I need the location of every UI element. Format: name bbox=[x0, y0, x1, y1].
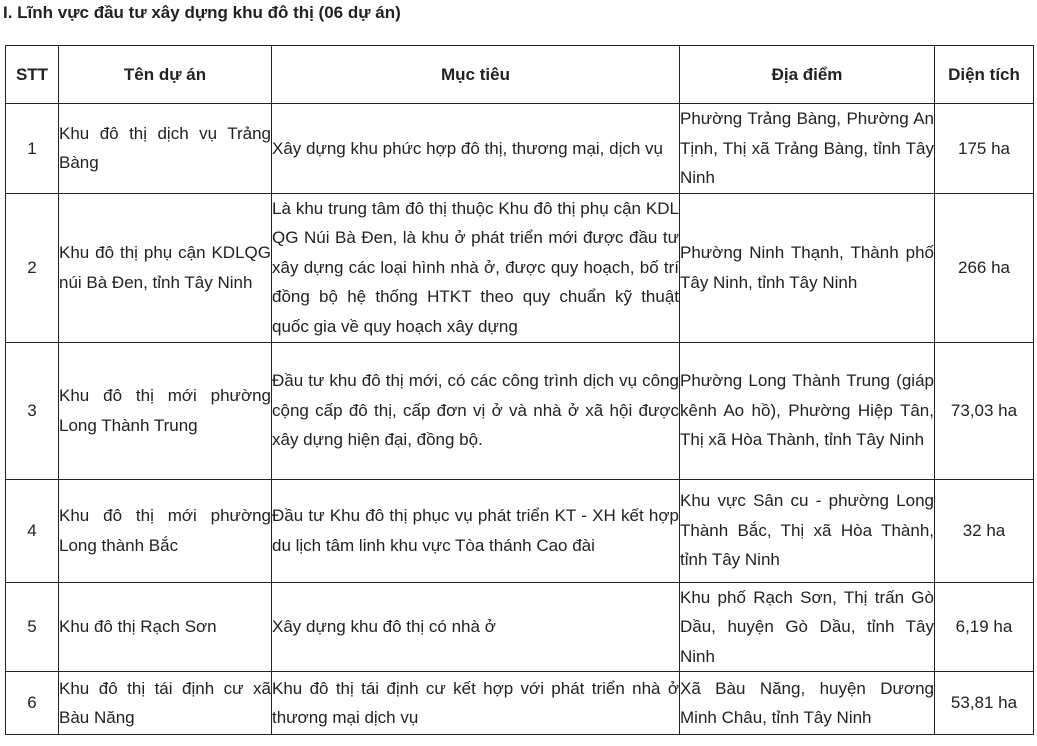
cell-goal: Xây dựng khu phức hợp đô thị, thương mại, dịch vụ bbox=[272, 104, 680, 194]
cell-area: 53,81 ha bbox=[935, 672, 1034, 735]
table-row bbox=[6, 342, 1034, 479]
cell-goal: Đầu tư khu đô thị mới, có các công trình dịch vụ công cộng cấp đô thị, cấp đơn vị ở và nhà ở xã hội được xây dựng hiện đại, đồng bộ. bbox=[272, 342, 680, 479]
cell-location: Phường Ninh Thạnh, Thành phố Tây Ninh, tỉnh Tây Ninh bbox=[680, 193, 935, 342]
cell-name: Khu đô thị mới phường Long thành Bắc bbox=[59, 479, 272, 582]
cell-name: Khu đô thị phụ cận KDLQG núi Bà Đen, tỉnh Tây Ninh bbox=[59, 193, 272, 342]
header-goal: Mục tiêu bbox=[272, 46, 680, 104]
cell-area: 6,19 ha bbox=[935, 582, 1034, 672]
cell-stt: 5 bbox=[6, 582, 59, 672]
cell-goal: Xây dựng khu đô thị có nhà ở bbox=[272, 582, 680, 672]
table-row bbox=[6, 672, 1034, 735]
cell-name: Khu đô thị dịch vụ Trảng Bàng bbox=[59, 104, 272, 194]
cell-stt: 3 bbox=[6, 342, 59, 479]
cell-stt: 4 bbox=[6, 479, 59, 582]
cell-goal: Khu đô thị tái định cư kết hợp với phát triển nhà ở thương mại dịch vụ bbox=[272, 672, 680, 735]
cell-location: Khu vực Sân cu - phường Long Thành Bắc, Thị xã Hòa Thành, tỉnh Tây Ninh bbox=[680, 479, 935, 582]
table-header-row bbox=[6, 46, 1034, 104]
cell-location: Khu phố Rạch Sơn, Thị trấn Gò Dầu, huyện Gò Dầu, tỉnh Tây Ninh bbox=[680, 582, 935, 672]
table-row bbox=[6, 582, 1034, 672]
cell-stt: 6 bbox=[6, 672, 59, 735]
table-row bbox=[6, 479, 1034, 582]
cell-location: Xã Bàu Năng, huyện Dương Minh Châu, tỉnh Tây Ninh bbox=[680, 672, 935, 735]
cell-name: Khu đô thị Rạch Sơn bbox=[59, 582, 272, 672]
cell-location: Phường Long Thành Trung (giáp kênh Ao hồ), Phường Hiệp Tân, Thị xã Hòa Thành, tỉnh Tây Ninh bbox=[680, 342, 935, 479]
header-location: Địa điểm bbox=[680, 46, 935, 104]
cell-goal: Đầu tư Khu đô thị phục vụ phát triển KT - XH kết hợp du lịch tâm linh khu vực Tòa thánh Cao đài bbox=[272, 479, 680, 582]
cell-name: Khu đô thị mới phường Long Thành Trung bbox=[59, 342, 272, 479]
table-row bbox=[6, 104, 1034, 194]
cell-name: Khu đô thị tái định cư xã Bàu Năng bbox=[59, 672, 272, 735]
cell-stt: 2 bbox=[6, 193, 59, 342]
header-stt: STT bbox=[6, 46, 59, 104]
cell-location: Phường Trảng Bàng, Phường An Tịnh, Thị xã Trảng Bàng, tỉnh Tây Ninh bbox=[680, 104, 935, 194]
cell-stt: 1 bbox=[6, 104, 59, 194]
cell-area: 266 ha bbox=[935, 193, 1034, 342]
cell-goal: Là khu trung tâm đô thị thuộc Khu đô thị phụ cận KDL QG Núi Bà Đen, là khu ở phát triển mới được đầu tư xây dựng các loại hình nhà ở, được quy hoạch, bố trí đồng bộ hệ thống HTKT theo quy chuẩn kỹ thuật quốc gia về quy hoạch xây dựng bbox=[272, 193, 680, 342]
header-name: Tên dự án bbox=[59, 46, 272, 104]
projects-table bbox=[5, 45, 1034, 735]
section-title: I. Lĩnh vực đầu tư xây dựng khu đô thị (06 dự án) bbox=[3, 3, 401, 22]
cell-area: 32 ha bbox=[935, 479, 1034, 582]
table-row bbox=[6, 193, 1034, 342]
cell-area: 73,03 ha bbox=[935, 342, 1034, 479]
cell-area: 175 ha bbox=[935, 104, 1034, 194]
header-area: Diện tích bbox=[935, 46, 1034, 104]
